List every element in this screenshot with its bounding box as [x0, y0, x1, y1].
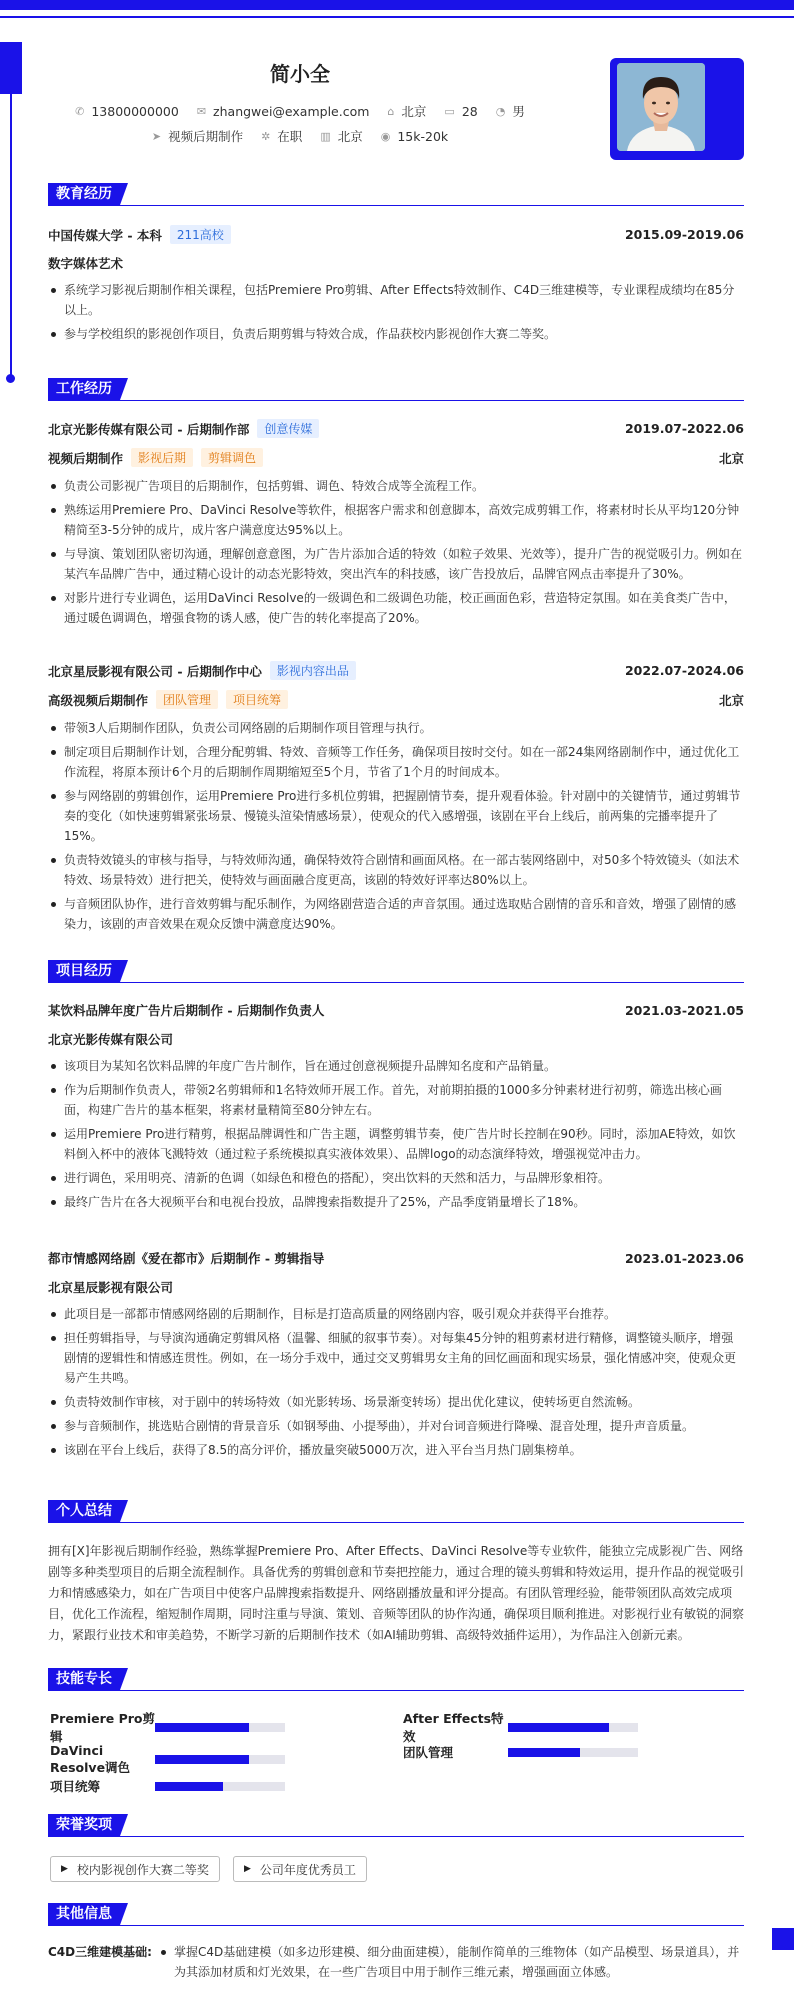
major-row: [48, 254, 744, 272]
award-text: 公司年度优秀员工: [259, 1862, 356, 1877]
calendar-icon: ▭: [444, 104, 455, 118]
list-item: 参与学校组织的影视创作项目，负责后期剪辑与特效合成，作品获校内影视创作大赛二等奖。: [48, 324, 744, 344]
job1-role-row: [48, 448, 744, 467]
list-item: 负责公司影视广告项目的后期制作，包括剪辑、调色、特效合成等全流程工作。: [48, 476, 744, 496]
email-text: zhangwei@example.com: [213, 103, 370, 119]
list-item: 系统学习影视后期制作相关课程，包括Premiere Pro剪辑、After Effects特效制作、C4D三维建模等，专业课程成绩均在85分以上。: [48, 280, 744, 320]
job-role: 高级视频后期制作: [48, 692, 149, 708]
gender-icon: ◔: [495, 104, 506, 118]
candidate-name: 简小全: [270, 62, 330, 86]
project2-company-row: [48, 1278, 744, 1296]
role-tag: 剪辑调色: [201, 448, 263, 467]
project-name: 某饮料品牌年度广告片后期制作 - 后期制作负责人: [48, 1003, 325, 1018]
project1-company-row: [48, 1030, 744, 1048]
job-date: 2019.07-2022.06: [624, 421, 744, 436]
mail-icon: ✉: [196, 104, 207, 118]
section-title: 工作经历: [48, 378, 120, 400]
other-list: [158, 1942, 744, 1986]
contact-row: [0, 102, 600, 120]
company-tag: 创意传媒: [257, 419, 319, 438]
skill-bar: [508, 1723, 638, 1732]
list-item: 参与网络剧的剪辑创作，运用Premiere Pro进行多机位剪辑，把握剧情节奏，提升观看体验。针对剧中的关键情节，通过剪辑节奏的变化（如快速剪辑紧张场景、慢镜头渲染情感场景），使观众的代入感增强，该剧在平台上线后，前两集的完播率提升了15%。: [48, 786, 744, 846]
intent-row: [0, 127, 600, 145]
job2-header-row: [48, 661, 744, 680]
award-text: 校内影视创作大赛二等奖: [76, 1862, 209, 1877]
job-date: 2022.07-2024.06: [624, 663, 744, 678]
job1-list: [48, 476, 744, 632]
job-location: 北京: [718, 450, 744, 466]
skill-name: 项目统筹: [50, 1779, 101, 1794]
project2-list: [48, 1304, 744, 1464]
skill-name: DaVinci Resolve调色: [50, 1743, 131, 1775]
list-item: 进行调色，采用明亮、清新的色调（如绿色和橙色的搭配），突出饮料的天然和活力，与品牌形象相符。: [48, 1168, 744, 1188]
list-item: 负责特效制作审核，对于剧中的转场特效（如光影转场、场景渐变转场）提出优化建议，使转场更自然流畅。: [48, 1392, 744, 1412]
skill-bar-fill: [508, 1748, 580, 1757]
right-accent-block: [772, 1928, 794, 1950]
school-tag: 211高校: [170, 225, 231, 244]
skill-bar-fill: [155, 1723, 249, 1732]
skill-item: [403, 1743, 638, 1761]
role-tag: 团队管理: [156, 690, 218, 709]
money-icon: ◉: [380, 129, 391, 143]
home-icon: ⌂: [387, 104, 395, 118]
list-item: 掌握C4D基础建模（如多边形建模、细分曲面建模），能制作简单的三维物体（如产品模型、场景道具），并为其添加材质和灯光效果，在一些广告项目中用于制作三维元素，增强画面立体感。: [158, 1942, 744, 1982]
section-title: 荣誉奖项: [48, 1814, 120, 1836]
list-item: 最终广告片在各大视频平台和电视台投放，品牌搜索指数提升了25%，产品季度销量增长了18%。: [48, 1192, 744, 1212]
job-role: 视频后期制作: [48, 450, 124, 466]
project-company: 北京星辰影视有限公司: [48, 1280, 174, 1295]
section-education: [48, 183, 744, 207]
play-icon: ▶: [61, 1864, 68, 1874]
left-accent-dot: [6, 374, 15, 383]
role-tag: 影视后期: [131, 448, 193, 467]
salary-item: [381, 129, 448, 144]
project-date: 2021.03-2021.05: [624, 1002, 744, 1018]
list-item: 该项目为某知名饮料品牌的年度广告片制作，旨在通过创意视频提升品牌知名度和产品销量。: [48, 1056, 744, 1076]
skill-bar-fill: [508, 1723, 609, 1732]
status-item: [261, 127, 302, 145]
top-accent-bar: [0, 0, 794, 10]
skill-item: [50, 1743, 285, 1776]
city-text: 北京: [401, 104, 427, 119]
education-date: 2015.09-2019.06: [624, 227, 744, 242]
skill-item: [50, 1777, 285, 1795]
award-badge: [233, 1856, 367, 1882]
skill-name: Premiere Pro剪辑: [50, 1711, 155, 1744]
top-accent-line: [0, 16, 794, 18]
phone-item: [75, 104, 179, 119]
company-name: 北京光影传媒有限公司 - 后期制作部: [48, 421, 250, 437]
major: 数字媒体艺术: [48, 256, 124, 271]
skill-bar: [155, 1723, 285, 1732]
list-item: 参与音频制作，挑选贴合剧情的背景音乐（如钢琴曲、小提琴曲），并对台词音频进行降噪、混音处理，提升声音质量。: [48, 1416, 744, 1436]
project1-header-row: [48, 1001, 744, 1019]
project-name: 都市情感网络剧《爱在都市》后期制作 - 剪辑指导: [48, 1251, 325, 1266]
skill-item: [403, 1709, 638, 1745]
job1-header-row: [48, 419, 744, 438]
project2-header-row: [48, 1249, 744, 1267]
job-location: 北京: [718, 692, 744, 708]
city-item: [387, 102, 426, 120]
company-name: 北京星辰影视有限公司 - 后期制作中心: [48, 663, 262, 679]
list-item: 对影片进行专业调色，运用DaVinci Resolve的一级调色和二级调色功能，校正画面色彩，营造特定氛围。如在美食类广告中，通过暖色调调色，增强食物的诱人感，使广告的转化率提高了20%。: [48, 588, 744, 628]
list-item: 负责特效镜头的审核与指导，与特效师沟通，确保特效符合剧情和画面风格。在一部古装网络剧中，对50多个特效镜头（如法术特效、场景特效）进行把关，使特效与画面融合度更高，该剧的特效好评率达80%以上。: [48, 850, 744, 890]
phone-text: 13800000000: [91, 103, 179, 119]
section-title: 教育经历: [48, 183, 120, 205]
skill-bar-fill: [155, 1782, 223, 1791]
list-item: 带领3人后期制作团队，负责公司网络剧的后期制作项目管理与执行。: [48, 718, 744, 738]
target-city-item: [320, 127, 362, 145]
section-projects: [48, 960, 744, 984]
list-item: 制定项目后期制作计划，合理分配剪辑、特效、音频等工作任务，确保项目按时交付。如在一部24集网络剧制作中，通过优化工作流程，将原本预计6个月的后期制作周期缩短至5个月，节省了1个月的时间成本。: [48, 742, 744, 782]
gender-text: 男: [512, 104, 525, 119]
skill-bar: [155, 1782, 285, 1791]
salary-text: 15k-20k: [397, 128, 449, 144]
other-label: C4D三维建模基础:: [48, 1945, 152, 1959]
project-date: 2023.01-2023.06: [624, 1250, 744, 1266]
job2-list: [48, 718, 744, 938]
skill-bar: [508, 1748, 638, 1757]
list-item: 熟练运用Premiere Pro、DaVinci Resolve等软件，根据客户需求和创意脚本，高效完成剪辑工作，将素材时长从平均120分钟精简至3-5分钟的成片，成片客户满意度达95%以上。: [48, 500, 744, 540]
avatar: [617, 63, 705, 151]
project1-list: [48, 1056, 744, 1216]
list-item: 该剧在平台上线后，获得了8.5的高分评价，播放量突破5000万次，进入平台当月热门剧集榜单。: [48, 1440, 744, 1460]
list-item: 与音频团队协作，进行音效剪辑与配乐制作，为网络剧营造合适的声音氛围。通过选取贴合剧情的音乐和音效，增强了剧情的感染力，该剧的声音效果在观众反馈中满意度达90%。: [48, 894, 744, 934]
section-skills: [48, 1668, 744, 1692]
job2-role-row: [48, 690, 744, 709]
other-row: [48, 1942, 744, 1986]
gear-icon: ✲: [261, 129, 271, 143]
gender-item: [496, 102, 525, 120]
list-item: 与导演、策划团队密切沟通，理解创意意图，为广告片添加合适的特效（如粒子效果、光效等），提升广告的视觉吸引力。例如在某汽车品牌广告中，通过精心设计的动态光影特效，突出汽车的科技感，该广告投放后，品牌官网点击率提升了30%。: [48, 544, 744, 584]
project-company: 北京光影传媒有限公司: [48, 1032, 174, 1047]
section-other: [48, 1903, 744, 1927]
summary-text: 拥有[X]年影视后期制作经验，熟练掌握Premiere Pro、After Effects、DaVinci Resolve等专业软件，能独立完成影视广告、网络剧等多种类型项目的后期全流程制作。具备优秀的剪辑创意和节奏把控能力，通过合理的镜头剪辑和特效运用，提升作品的视觉吸引力和情感感染力，如在广告项目中使客户品牌搜索指数提升、网络剧播放量和评分提高。有团队管理经验，能带领团队高效完成项目，优化工作流程，缩短制作周期，同时注重与导演、策划、音频等团队的协作沟通，确保项目顺利推进。对影视行业有敏锐的洞察力，紧跟行业技术和审美趋势，不断学习新的后期制作技术（如AI辅助剪辑、高级特效插件运用），为作品注入创新元素。: [48, 1544, 745, 1642]
section-awards: [48, 1814, 744, 1838]
company-tag: 影视内容出品: [270, 661, 356, 680]
age-text: 28: [461, 103, 478, 119]
building-icon: ▥: [320, 129, 331, 143]
list-item: 担任剪辑指导，与导演沟通确定剪辑风格（温馨、细腻的叙事节奏）。对每集45分钟的粗剪素材进行精修，调整镜头顺序，增强剧情的逻辑性和情感连贯性。例如，在一场分手戏中，通过交叉剪辑男女主角的回忆画面和现实场景，强化情感冲突，使观众更易产生共鸣。: [48, 1328, 744, 1388]
skill-bar-fill: [155, 1755, 249, 1764]
section-title: 项目经历: [48, 960, 120, 982]
skill-bar: [155, 1755, 285, 1764]
list-item: 此项目是一部都市情感网络剧的后期制作，目标是打造高质量的网络剧内容，吸引观众并获得平台推荐。: [48, 1304, 744, 1324]
age-item: [444, 104, 477, 119]
section-summary: [48, 1500, 744, 1524]
section-title: 其他信息: [48, 1903, 120, 1925]
skill-item: [50, 1709, 285, 1745]
list-item: 作为后期制作负责人，带领2名剪辑师和1名特效师开展工作。首先，对前期拍摄的1000多分钟素材进行初剪，筛选出核心画面，构建广告片的基本框架，将素材量精简至80分钟左右。: [48, 1080, 744, 1120]
status-text: 在职: [277, 129, 303, 144]
send-icon: ➤: [151, 129, 162, 143]
section-title: 技能专长: [48, 1668, 120, 1690]
section-work: [48, 378, 744, 402]
list-item: 运用Premiere Pro进行精剪，根据品牌调性和广告主题，调整剪辑节奏，使广告片时长控制在90秒。同时，添加AE特效，如饮料倒入杯中的液体飞溅特效（通过粒子系统模拟真实液体效果）、品牌logo的动态演绎特效，增强视觉冲击力。: [48, 1124, 744, 1164]
position-item: [152, 127, 243, 145]
skill-name: After Effects特效: [403, 1711, 504, 1744]
section-title: 个人总结: [48, 1500, 120, 1522]
skill-name: 团队管理: [403, 1745, 454, 1760]
position-text: 视频后期制作: [168, 129, 244, 144]
phone-icon: ✆: [75, 104, 85, 118]
education-header-row: [48, 225, 744, 244]
education-list: [48, 280, 744, 348]
play-icon: ▶: [244, 1864, 251, 1874]
award-badge: [50, 1856, 220, 1882]
email-item: [197, 104, 370, 119]
target-city-text: 北京: [337, 129, 363, 144]
role-tag: 项目统筹: [226, 690, 288, 709]
school-name: 中国传媒大学 - 本科: [48, 227, 162, 243]
